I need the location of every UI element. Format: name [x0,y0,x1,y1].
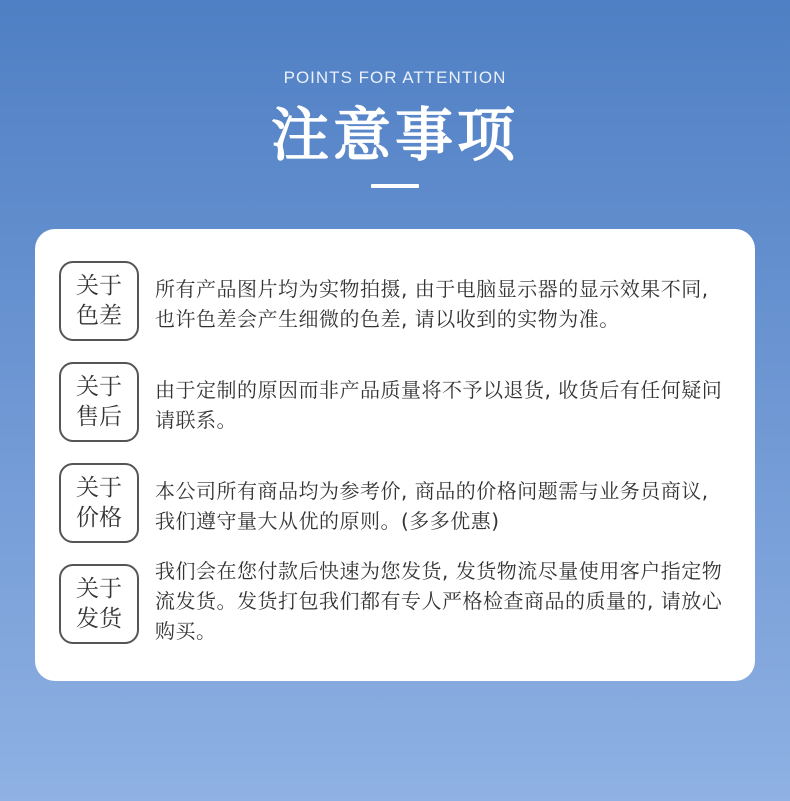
notice-badge [59,564,139,644]
header [0,0,790,215]
badge-label-bottom: 色差 [76,303,122,329]
page-subtitle: POINTS FOR ATTENTION [283,68,507,87]
badge-label-bottom: 价格 [76,505,122,531]
notice-text: 我们会在您付款后快速为您发货, 发货物流尽量使用客户指定物流发货。发货打包我们都有专人严格检查商品的质量的, 请放心购买。 [155,559,723,643]
notice-text: 所有产品图片均为实物拍摄, 由于电脑显示器的显示效果不同, 也许色差会产生细微的色差, 请以收到的实物为准。 [155,277,709,331]
badge-label-top: 关于 [76,576,122,602]
badge-label-bottom: 售后 [76,404,122,430]
badge-label-bottom: 发货 [76,606,122,632]
badge-label-top: 关于 [76,273,122,299]
notice-badge [59,261,139,341]
notice-card [35,229,755,681]
page-title: 注意事项 [270,101,519,169]
notice-item-price [59,463,739,549]
badge-label-top: 关于 [76,374,122,400]
notice-badge [59,362,139,442]
notice-badge [59,463,139,543]
notice-item-shipping [59,559,739,650]
title-underline [371,184,419,188]
notice-item-color-difference [59,261,739,347]
badge-label-top: 关于 [76,475,122,501]
notice-item-after-sales [59,362,739,448]
notice-text: 由于定制的原因而非产品质量将不予以退货, 收货后有任何疑问请联系。 [155,378,723,432]
notice-text: 本公司所有商品均为参考价, 商品的价格问题需与业务员商议, 我们遵守量大从优的原则。(多多优惠) [155,479,709,533]
